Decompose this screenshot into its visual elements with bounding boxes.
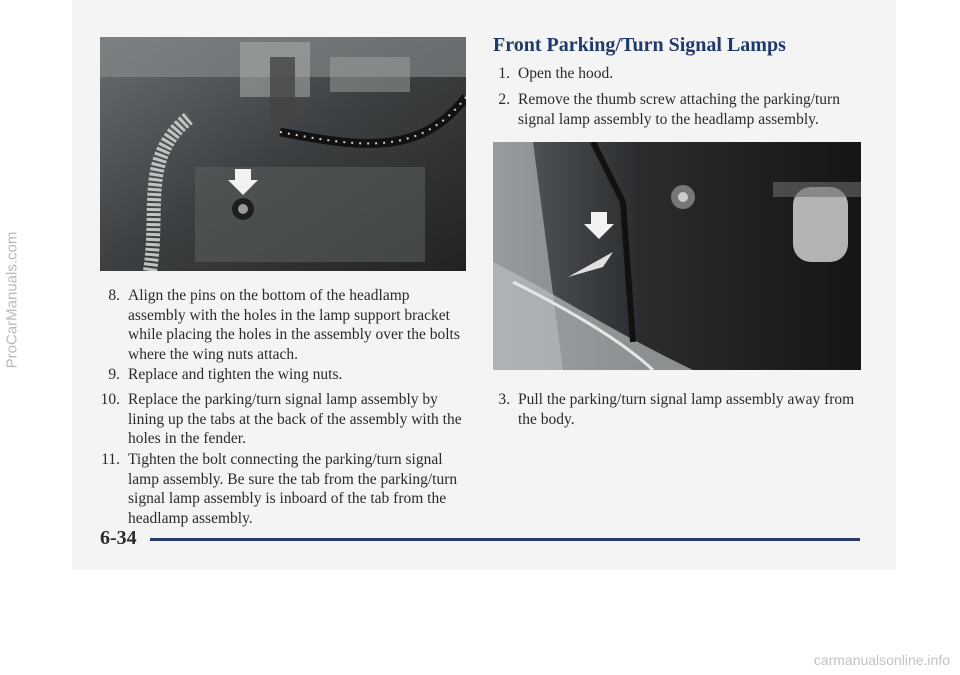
- page-number: 6-34: [100, 527, 137, 549]
- step-number: 3.: [498, 391, 510, 408]
- step-item: [100, 390, 468, 449]
- step-item: [498, 64, 868, 84]
- step-text: Tighten the bolt connecting the parking/turn signal lamp assembly. Be sure the tab from the parking/turn signal lamp assembly is inboard of the tab from the headlamp assembly.: [128, 451, 458, 527]
- step-text: Remove the thumb screw attaching the parking/turn signal lamp assembly to the headlamp assembly.: [518, 91, 840, 128]
- headlamp-bracket-photo: [100, 37, 466, 271]
- step-number: 10.: [100, 391, 120, 408]
- step-item: [498, 90, 868, 129]
- footer-rule: [150, 538, 860, 541]
- step-number: 9.: [108, 366, 120, 383]
- step-item: [108, 286, 468, 364]
- step-text: Replace the parking/turn signal lamp assembly by lining up the tabs at the back of the assembly with the holes in the fender.: [128, 391, 462, 447]
- step-item: [498, 390, 858, 429]
- bottom-watermark: carmanualsonline.info: [813, 652, 950, 668]
- step-number: 2.: [498, 91, 510, 108]
- step-text: Align the pins on the bottom of the headlamp assembly with the holes in the lamp support bracket while placing the holes in the assembly over the bolts where the wing nuts attach.: [128, 287, 460, 363]
- side-watermark-text: ProCarManuals.com: [3, 231, 21, 369]
- side-watermark: [2, 200, 22, 400]
- step-text: Open the hood.: [518, 65, 614, 82]
- step-number: 8.: [108, 287, 120, 304]
- step-number: 1.: [498, 65, 510, 82]
- step-item: [101, 450, 468, 528]
- step-item: [108, 365, 468, 385]
- parking-lamp-photo: [493, 142, 861, 370]
- step-number: 11.: [101, 451, 120, 468]
- step-text: Replace and tighten the wing nuts.: [128, 366, 343, 383]
- step-text: Pull the parking/turn signal lamp assembly away from the body.: [518, 391, 855, 428]
- section-heading: Front Parking/Turn Signal Lamps: [493, 34, 786, 56]
